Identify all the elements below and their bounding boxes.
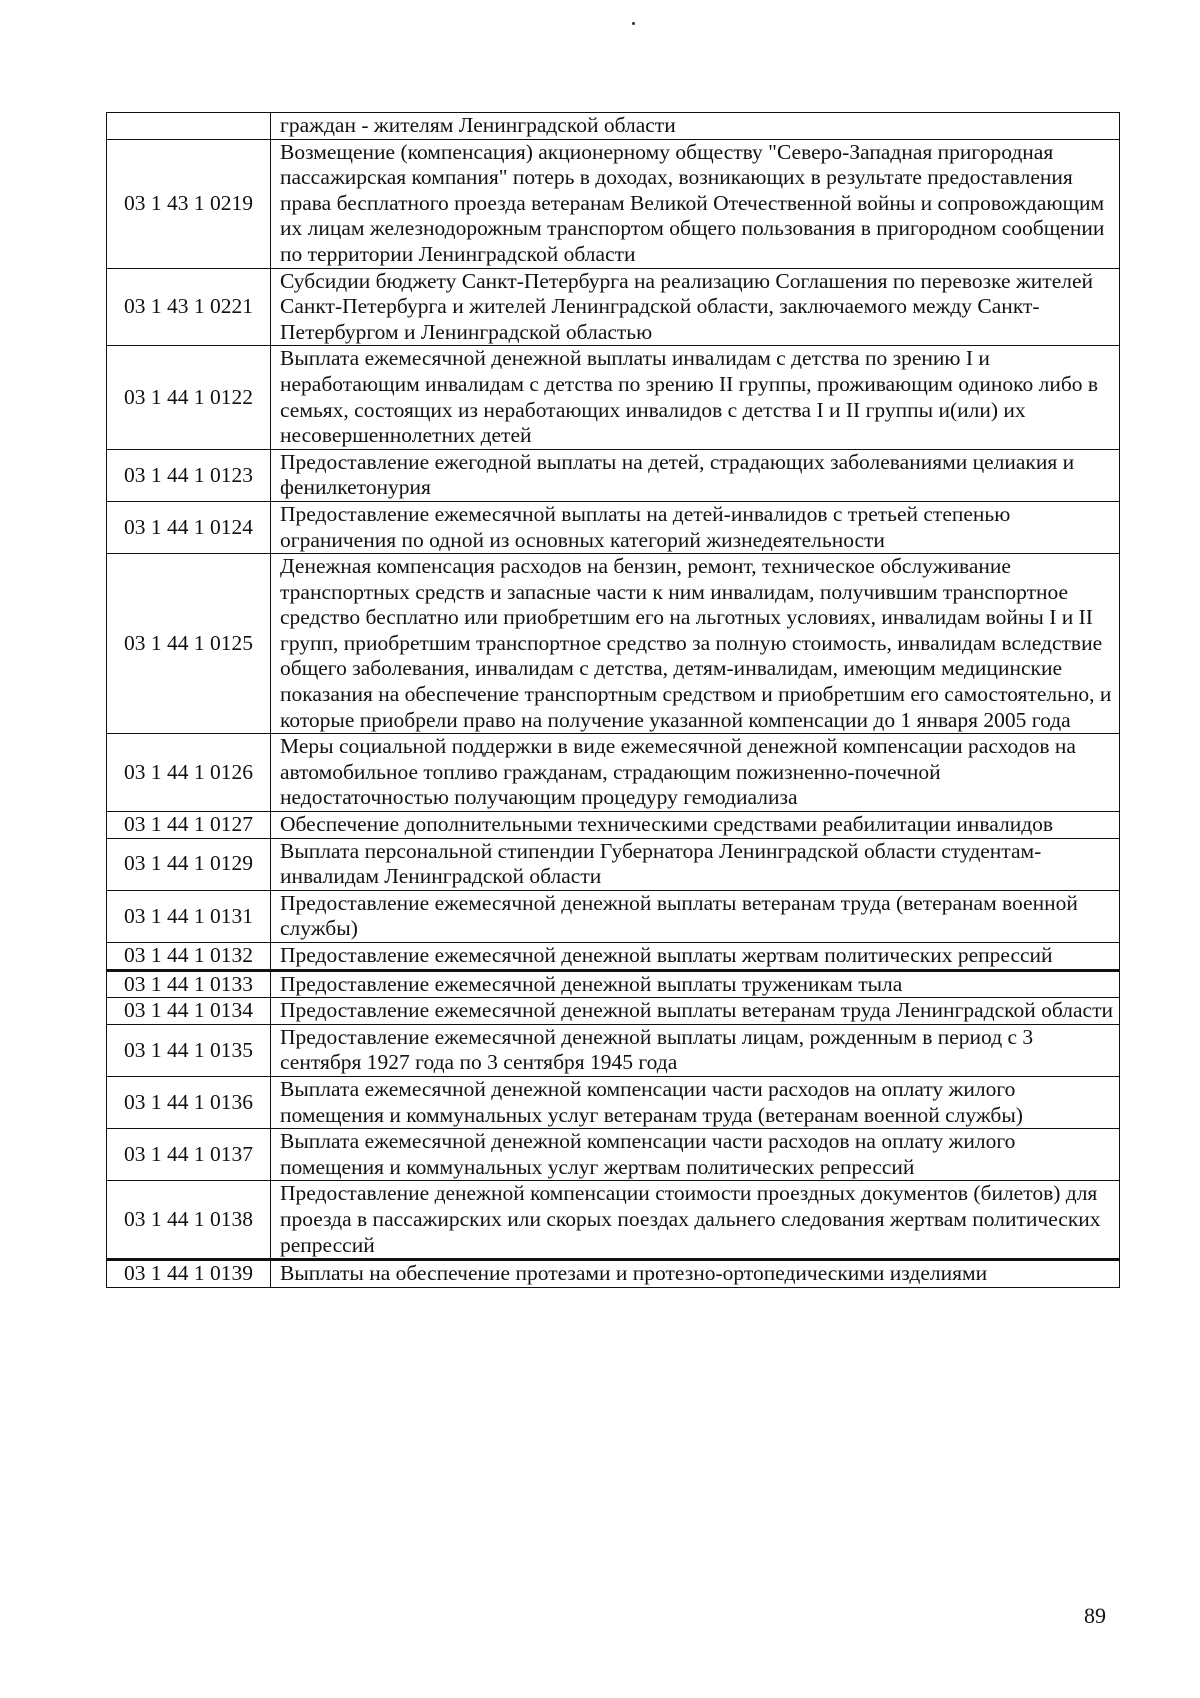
table-row [107,970,1120,998]
table-row [107,812,1120,839]
row-description: Обеспечение дополнительными техническими средствами реабилитации инвалидов [271,812,1120,839]
row-description: Предоставление ежемесячной денежной выплаты ветеранам труда Ленинградской области [271,998,1120,1025]
row-description: Возмещение (компенсация) акционерному обществу "Северо-Западная пригородная пассажирская компания" потерь в доходах, возникающих в результате предоставления права бесплатного проезда ветеранам Великой Отечественной войны и сопровождающим их лицам железнодорожным транспортом общего пользования в пригородном сообщении по территории Ленинградской области [271,139,1120,268]
row-description: Предоставление ежемесячной денежной выплаты труженикам тыла [271,970,1120,998]
row-code: 03 1 44 1 0138 [107,1181,271,1260]
table-row [107,139,1120,268]
row-description: Денежная компенсация расходов на бензин, ремонт, техническое обслуживание транспортных средств и запасные части к ним инвалидам, получившим транспортное средство бесплатно или приобретшим его на льготных условиях, инвалидам войны I и II групп, приобретшим транспортное средство за полную стоимость, инвалидам вследствие общего заболевания, инвалидам с детства, детям-инвалидам, имеющим медицинские показания на обеспечение транспортным средством и приобретшим его самостоятельно, и которые приобрели право на получение указанной компенсации до 1 января 2005 года [271,554,1120,734]
table-row [107,268,1120,346]
row-description: Меры социальной поддержки в виде ежемесячной денежной компенсации расходов на автомобильное топливо гражданам, страдающим пожизненно-почечной недостаточностью получающим процедуру гемодиализа [271,734,1120,812]
row-code: 03 1 44 1 0133 [107,970,271,998]
table-row [107,1181,1120,1260]
row-description: Предоставление денежной компенсации стоимости проездных документов (билетов) для проезда в пассажирских или скорых поездах дальнего следования жертвам политических репрессий [271,1181,1120,1260]
table-row [107,113,1120,140]
row-code: 03 1 44 1 0124 [107,501,271,553]
row-description: Субсидии бюджету Санкт-Петербурга на реализацию Соглашения по перевозке жителей Санкт-Петербурга и жителей Ленинградской области, заключаемого между Санкт-Петербургом и Ленинградской областью [271,268,1120,346]
table-row [107,1024,1120,1076]
row-code: 03 1 44 1 0127 [107,812,271,839]
row-description: Предоставление ежемесячной выплаты на детей-инвалидов с третьей степенью ограничения по одной из основных категорий жизнедеятельности [271,501,1120,553]
row-description: Предоставление ежегодной выплаты на детей, страдающих заболеваниями целиакия и фенилкетонурия [271,449,1120,501]
row-description: Выплата ежемесячной денежной компенсации части расходов на оплату жилого помещения и коммунальных услуг жертвам политических репрессий [271,1129,1120,1181]
table-row [107,1129,1120,1181]
row-description: Предоставление ежемесячной денежной выплаты жертвам политических репрессий [271,943,1120,971]
row-code: 03 1 44 1 0123 [107,449,271,501]
row-code: 03 1 44 1 0134 [107,998,271,1025]
table-row [107,1260,1120,1288]
table-row [107,890,1120,942]
row-code: 03 1 43 1 0219 [107,139,271,268]
row-description: граждан - жителям Ленинградской области [271,113,1120,140]
table-row [107,838,1120,890]
row-code: 03 1 44 1 0125 [107,554,271,734]
row-code: 03 1 44 1 0135 [107,1024,271,1076]
row-description: Выплаты на обеспечение протезами и протезно-ортопедическими изделиями [271,1260,1120,1288]
row-code: 03 1 44 1 0129 [107,838,271,890]
row-description: Выплата персональной стипендии Губернатора Ленинградской области студентам-инвалидам Ленинградской области [271,838,1120,890]
table-body [107,113,1120,1288]
row-code: 03 1 44 1 0122 [107,346,271,449]
row-code: 03 1 44 1 0131 [107,890,271,942]
table-row [107,449,1120,501]
row-code: 03 1 44 1 0139 [107,1260,271,1288]
row-code: 03 1 44 1 0137 [107,1129,271,1181]
table-row [107,1076,1120,1128]
row-code: 03 1 44 1 0132 [107,943,271,971]
table-row [107,943,1120,971]
row-description: Предоставление ежемесячной денежной выплаты лицам, рожденным в период с 3 сентября 1927 года по 3 сентября 1945 года [271,1024,1120,1076]
row-description: Выплата ежемесячной денежной компенсации части расходов на оплату жилого помещения и коммунальных услуг ветеранам труда (ветеранам военной службы) [271,1076,1120,1128]
row-code: 03 1 44 1 0136 [107,1076,271,1128]
budget-codes-table [106,112,1120,1288]
row-code: 03 1 44 1 0126 [107,734,271,812]
scan-speck [632,22,635,25]
table-row [107,501,1120,553]
row-code: 03 1 43 1 0221 [107,268,271,346]
row-code [107,113,271,140]
table-row [107,998,1120,1025]
row-description: Предоставление ежемесячной денежной выплаты ветеранам труда (ветеранам военной службы) [271,890,1120,942]
row-description: Выплата ежемесячной денежной выплаты инвалидам с детства по зрению I и неработающим инвалидам с детства по зрению II группы, проживающим одиноко либо в семьях, состоящих из неработающих инвалидов с детства I и II группы и(или) их несовершеннолетних детей [271,346,1120,449]
table-row [107,346,1120,449]
table-row [107,734,1120,812]
table-row [107,554,1120,734]
page-number: 89 [1084,1603,1106,1628]
